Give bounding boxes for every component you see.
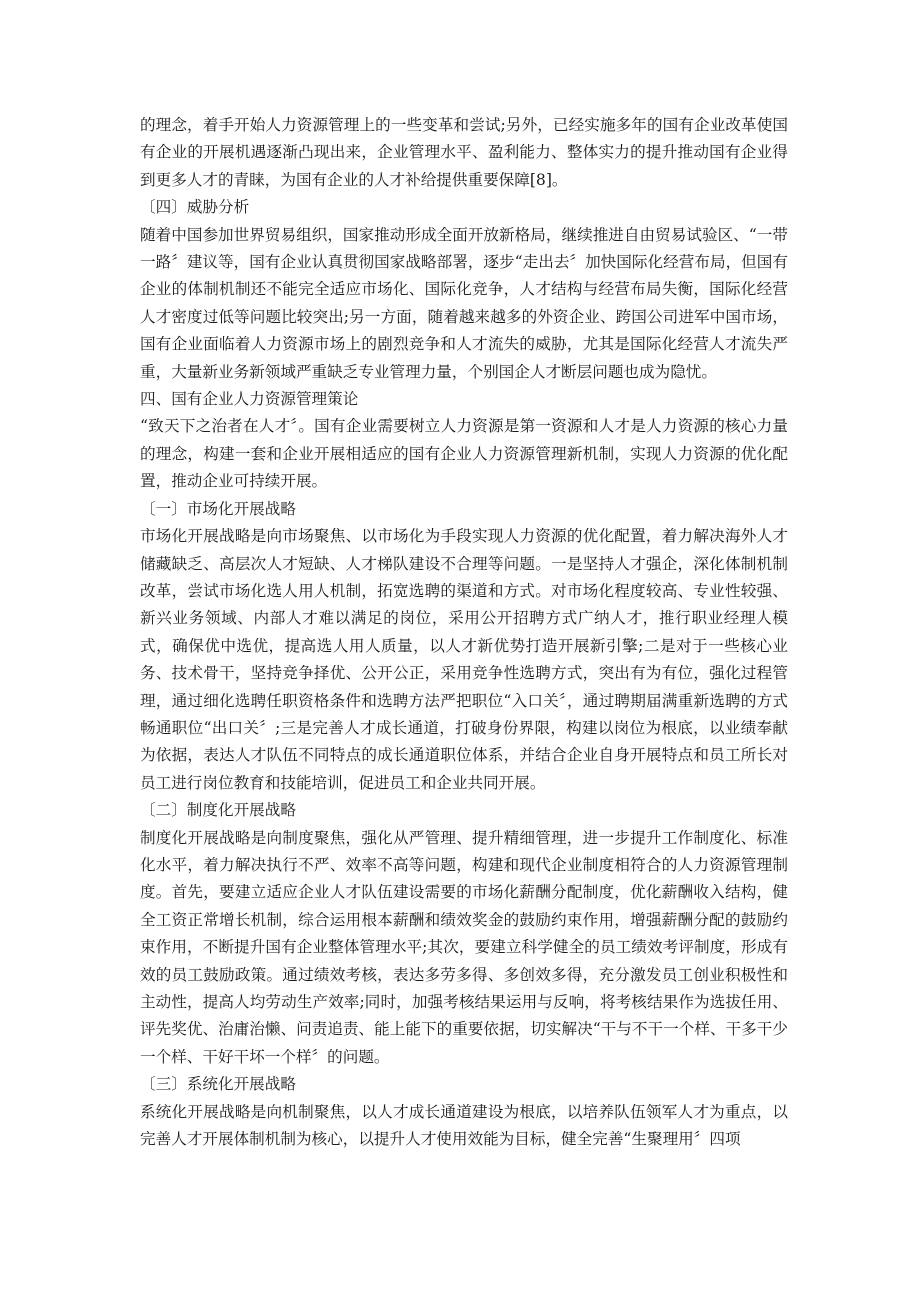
section-heading-system-strategy: 〔三〕系统化开展战略: [140, 1075, 296, 1094]
section-heading-institution-strategy: 〔二〕制度化开展战略: [140, 801, 296, 820]
body-paragraph: 市场化开展战略是向市场聚焦、以市场化为手段实现人力资源的优化配置，着力解决海外人才储藏缺乏、高层次人才短缺、人才梯队建设不合理等问题。一是坚持人才强企，深化体制机制改革，尝试市场化选人用人机制，拓宽选聘的渠道和方式。对市场化程度较高、专业性较强、新兴业务领域、内部人才难以满足的岗位，采用公开招聘方式广纳人才，推行职业经理人模式，确保优中选优，提高选人用人质量，以人才新优势打造开展新引擎;二是对于一些核心业务、技术骨干，坚持竞争择优、公开公正，采用竞争性选聘方式，突出有为有位，强化过程管理，通过细化选聘任职资格条件和选聘方法严把职位“入口关〞，通过聘期届满重新选聘的方式畅通职位“出口关〞;三是完善人才成长通道，打破身份界限，构建以岗位为根底，以业绩奉献为依据，表达人才队伍不同特点的成长通道职位体系，并结合企业自身开展特点和员工所长对员工进行岗位教育和技能培训，促进员工和企业共同开展。: [140, 527, 788, 792]
body-paragraph: 制度化开展战略是向制度聚焦，强化从严管理、提升精细管理，进一步提升工作制度化、标准化水平，着力解决执行不严、效率不高等问题，构建和现代企业制度相符合的人力资源管理制度。首先，要建立适应企业人才队伍建设需要的市场化薪酬分配制度，优化薪酬收入结构，健全工资正常增长机制，综合运用根本薪酬和绩效奖金的鼓励约束作用，增强薪酬分配的鼓励约束作用，不断提升国有企业整体管理水平;其次，要建立科学健全的员工绩效考评制度，形成有效的员工鼓励政策。通过绩效考核，表达多劳多得、多创效多得，充分激发员工创业积极性和主动性，提高人均劳动生产效率;同时，加强考核结果运用与反响，将考核结果作为选拔任用、评先奖优、治庸治懒、问责追责、能上能下的重要依据，切实解决“干与不干一个样、干多干少一个样、干好干坏一个样〞的问题。: [140, 828, 788, 1066]
body-paragraph: 随着中国参加世界贸易组织，国家推动形成全面开放新格局，继续推进自由贸易试验区、“一带一路〞建议等，国有企业认真贯彻国家战略部署，逐步“走出去〞加快国际化经营布局，但国有企业的体制机制还不能完全适应市场化、国际化竞争，人才结构与经营布局失衡，国际化经营人才密度过低等问题比较突出;另一方面，随着越来越多的外资企业、跨国公司进军中国市场，国有企业面临着人力资源市场上的剧烈竞争和人才流失的威胁，尤其是国际化经营人才流失严重，大量新业务新领域严重缺乏专业管理力量，个别国企人才断层问题也成为隐忧。: [140, 225, 788, 381]
section-heading-market-strategy: 〔一〕市场化开展战略: [140, 499, 296, 518]
body-paragraph: 系统化开展战略是向机制聚焦，以人才成长通道建设为根底，以培养队伍领军人才为重点，以完善人才开展体制机制为核心，以提升人才使用效能为目标，健全完善“生聚理用〞四项: [140, 1102, 788, 1149]
section-heading-strategy: 四、国有企业人力资源管理策论: [140, 390, 359, 409]
section-heading-threat-analysis: 〔四〕威胁分析: [140, 198, 250, 217]
body-paragraph: 的理念，着手开始人力资源管理上的一些变革和尝试;另外，已经实施多年的国有企业改革使国有企业的开展机遇逐渐凸现出来，企业管理水平、盈利能力、整体实力的提升推动国有企业得到更多人才的青睐，为国有企业的人才补给提供重要保障[8]。: [140, 116, 788, 189]
document-page: [140, 112, 788, 1153]
body-paragraph: “致天下之治者在人才〞。国有企业需要树立人力资源是第一资源和人才是人力资源的核心力量的理念，构建一套和企业开展相适应的国有企业人力资源管理新机制，实现人力资源的优化配置，推动企业可持续开展。: [140, 417, 788, 491]
